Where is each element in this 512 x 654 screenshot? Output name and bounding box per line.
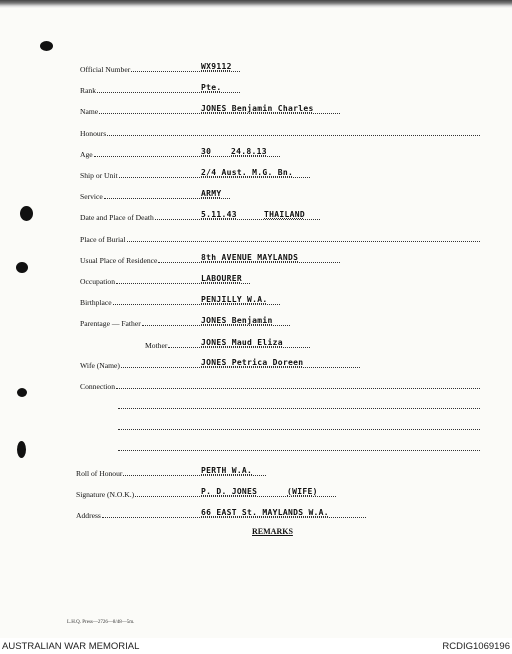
field-label: Parentage — Father: [80, 319, 141, 328]
field-label: Name: [80, 107, 99, 116]
punch-hole: [17, 441, 26, 458]
field-value: WX9112: [201, 62, 232, 71]
field-label: Signature (N.O.K.): [76, 490, 135, 499]
field-label: Address: [76, 511, 101, 520]
field-label: Roll of Honour: [76, 469, 123, 478]
blank-line: [118, 428, 480, 430]
field-value: 8th AVENUE MAYLANDS: [201, 253, 299, 262]
field-value: 30: [201, 147, 212, 156]
field-label: Age: [80, 150, 93, 159]
footer-record-id: RCDIG1069196: [442, 641, 510, 652]
field-value: LABOURER: [201, 274, 242, 283]
field-value: PENJILLY W.A.: [201, 295, 268, 304]
field-label: Birthplace: [80, 298, 112, 307]
field-label: Place of Burial: [80, 235, 126, 244]
field-value: 5.11.43: [201, 210, 237, 219]
field-connection: [80, 377, 480, 391]
field-label: Ship or Unit: [80, 171, 118, 180]
field-label: Official Number: [80, 65, 131, 74]
field-value: 24.8.13: [231, 147, 267, 156]
field-label: Honours: [80, 129, 107, 138]
field-label: Service: [80, 192, 103, 201]
field-value: JONES Benjamin: [201, 316, 273, 325]
field-label: Mother: [145, 341, 168, 350]
punch-hole: [20, 206, 33, 221]
field-label: Rank: [80, 86, 97, 95]
field-value: 2/4 Aust. M.G. Bn.: [201, 168, 294, 177]
scan-top-edge: [0, 0, 512, 8]
field-label: Connection: [80, 382, 116, 391]
field-value: THAILAND: [264, 210, 305, 219]
blank-line: [118, 449, 480, 451]
field-label: Usual Place of Residence: [80, 256, 158, 265]
field-honours: [80, 124, 480, 138]
field-value: ARMY: [201, 189, 222, 198]
remarks-heading: REMARKS: [252, 527, 293, 536]
field-label: Wife (Name): [80, 361, 120, 370]
field-value: JONES Benjamin Charles: [201, 104, 314, 113]
field-value: 66 EAST St. MAYLANDS W.A.: [201, 508, 329, 517]
archive-footer: [0, 638, 512, 654]
field-value: P. D. JONES: [201, 487, 258, 496]
punch-hole: [40, 41, 53, 51]
printer-line: L.H.Q. Press—2726—8/48—5m.: [67, 620, 135, 625]
field-value: JONES Maud Eliza: [201, 338, 283, 347]
footer-institution: AUSTRALIAN WAR MEMORIAL: [2, 641, 140, 652]
field-value: JONES Petrica Doreen: [201, 358, 304, 367]
blank-line: [118, 407, 480, 409]
field-value: Pte.: [201, 83, 222, 92]
punch-hole: [16, 262, 28, 273]
field-label: Date and Place of Death: [80, 213, 154, 222]
field-burial: [80, 230, 480, 244]
field-label: Occupation: [80, 277, 116, 286]
field-value: PERTH W.A.: [201, 466, 253, 475]
punch-hole: [17, 388, 27, 397]
field-value: (WIFE): [287, 487, 318, 496]
